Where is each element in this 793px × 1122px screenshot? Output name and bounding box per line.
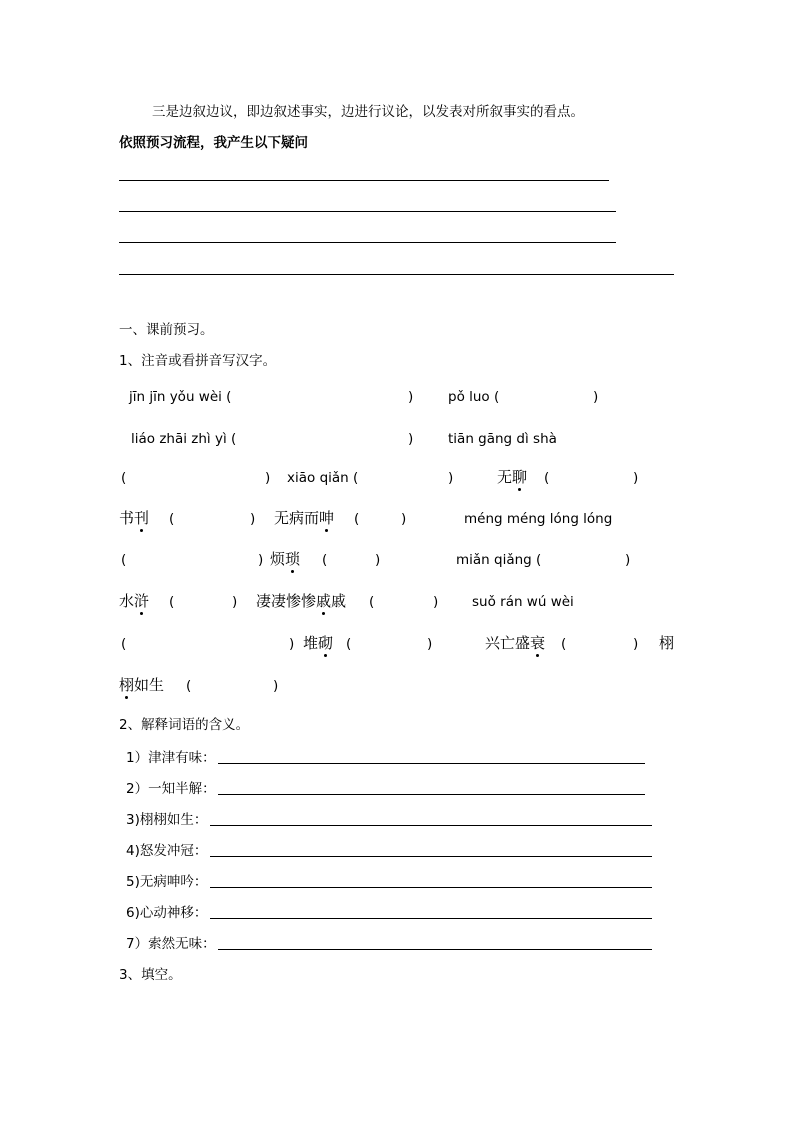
term-answer-line-5 [210,887,652,888]
paren-close: ) [408,389,414,405]
term-answer-line-2 [218,794,645,795]
dotted-char: 聊 [512,468,528,486]
paren-close: ) [633,470,639,486]
dotted-char: 呻 [319,509,335,527]
q3-title: 3、填空。 [119,967,182,983]
word-fansuo [270,552,300,567]
section-one-heading: 一、课前预习。 [119,322,214,338]
pinyin-suoranwuwei: suǒ rán wú wèi [472,594,574,610]
paren-close: ) [289,636,295,652]
word-part: 烦 [270,550,286,568]
paren-close: ) [427,636,433,652]
paren-close: ) [258,552,264,568]
dotted-char: 栩 [119,676,135,694]
word-part: 书 [119,509,135,527]
word-part: 凄凄惨惨 [256,592,317,610]
paren-close: ) [375,552,381,568]
term-answer-line-6 [210,918,652,919]
word-wuliao [497,470,527,485]
paren-open: ( [544,470,550,486]
pinyin-mengmenglonglong: méng méng lóng lóng [464,511,613,527]
pinyin-mianqiang: miǎn qiǎng ( [456,552,542,568]
paren-close: ) [265,470,271,486]
intro-line: 三是边叙边议，即边叙述事实，边进行议论，以发表对所叙事实的看点。 [152,104,584,120]
paren-open: ( [354,511,360,527]
word-part: 堆 [303,634,319,652]
pinyin-xiaoqian: xiāo qiǎn ( [287,470,359,486]
paren-close: ) [433,594,439,610]
term-answer-line-3 [210,825,652,826]
dotted-char: 砌 [318,634,334,652]
word-part: 水 [119,592,135,610]
paren-open: ( [561,636,567,652]
paren-open: ( [169,594,175,610]
term-label-4: 4)怒发冲冠： [126,843,208,859]
term-label-3: 3)栩栩如生： [126,812,208,828]
word-qiqicancanqiqi [256,594,346,609]
pinyin-liaozhaizhiyi: liáo zhāi zhì yì ( [131,431,237,447]
dotted-char: 刊 [134,509,150,527]
term-answer-line-7 [218,949,652,950]
paren-close: ) [625,552,631,568]
term-label-6: 6)心动神移： [126,905,208,921]
term-label-5: 5)无病呻吟： [126,874,208,890]
paren-close: ) [633,636,639,652]
paren-open: ( [169,511,175,527]
word-part: 无 [497,468,513,486]
word-wubingershen [274,511,334,526]
term-label-7: 7）索然无味： [126,936,216,952]
word-duiqi [303,636,333,651]
dotted-char: 琐 [285,550,301,568]
pinyin-tiangangdisha: tiān gāng dì shà [448,431,557,447]
q2-title: 2、解释词语的含义。 [119,717,250,733]
answer-line-2 [119,211,616,212]
answer-line-3 [119,242,616,243]
answer-line-4 [119,274,674,275]
paren-open: ( [121,552,127,568]
answer-line-1 [119,180,609,181]
word-part: 兴亡盛 [485,634,531,652]
word-shukan [119,511,149,526]
word-xingwangshengshuai [485,636,545,651]
paren-close: ) [593,389,599,405]
paren-close: ) [448,470,454,486]
pinyin-jinjinyouwei: jīn jīn yǒu wèi ( [129,389,232,405]
question-heading: 依照预习流程，我产生以下疑问 [119,135,308,151]
q1-title: 1、注音或看拼音写汉字。 [119,353,277,369]
paren-open: ( [346,636,352,652]
paren-open: ( [322,552,328,568]
word-part: 无病而 [274,509,320,527]
paren-close: ) [408,431,414,447]
pinyin-poluo: pǒ luo ( [448,389,500,405]
word-part: 戚 [331,592,347,610]
dotted-char: 戚 [316,592,332,610]
paren-open: ( [121,636,127,652]
term-label-1: 1）津津有味： [126,750,216,766]
paren-close: ) [273,678,279,694]
paren-open: ( [369,594,375,610]
term-answer-line-4 [210,856,652,857]
word-xuxurusheng [119,678,164,693]
term-label-2: 2）一知半解： [126,781,216,797]
dotted-char: 浒 [134,592,150,610]
paren-close: ) [232,594,238,610]
paren-open: ( [186,678,192,694]
paren-close: ) [401,511,407,527]
paren-close: ) [250,511,256,527]
word-shuihu [119,594,149,609]
word-part: 如生 [134,676,165,694]
dotted-char: 衰 [530,634,546,652]
term-answer-line-1 [218,763,645,764]
paren-open: ( [121,470,127,486]
word-xu: 栩 [659,634,675,652]
